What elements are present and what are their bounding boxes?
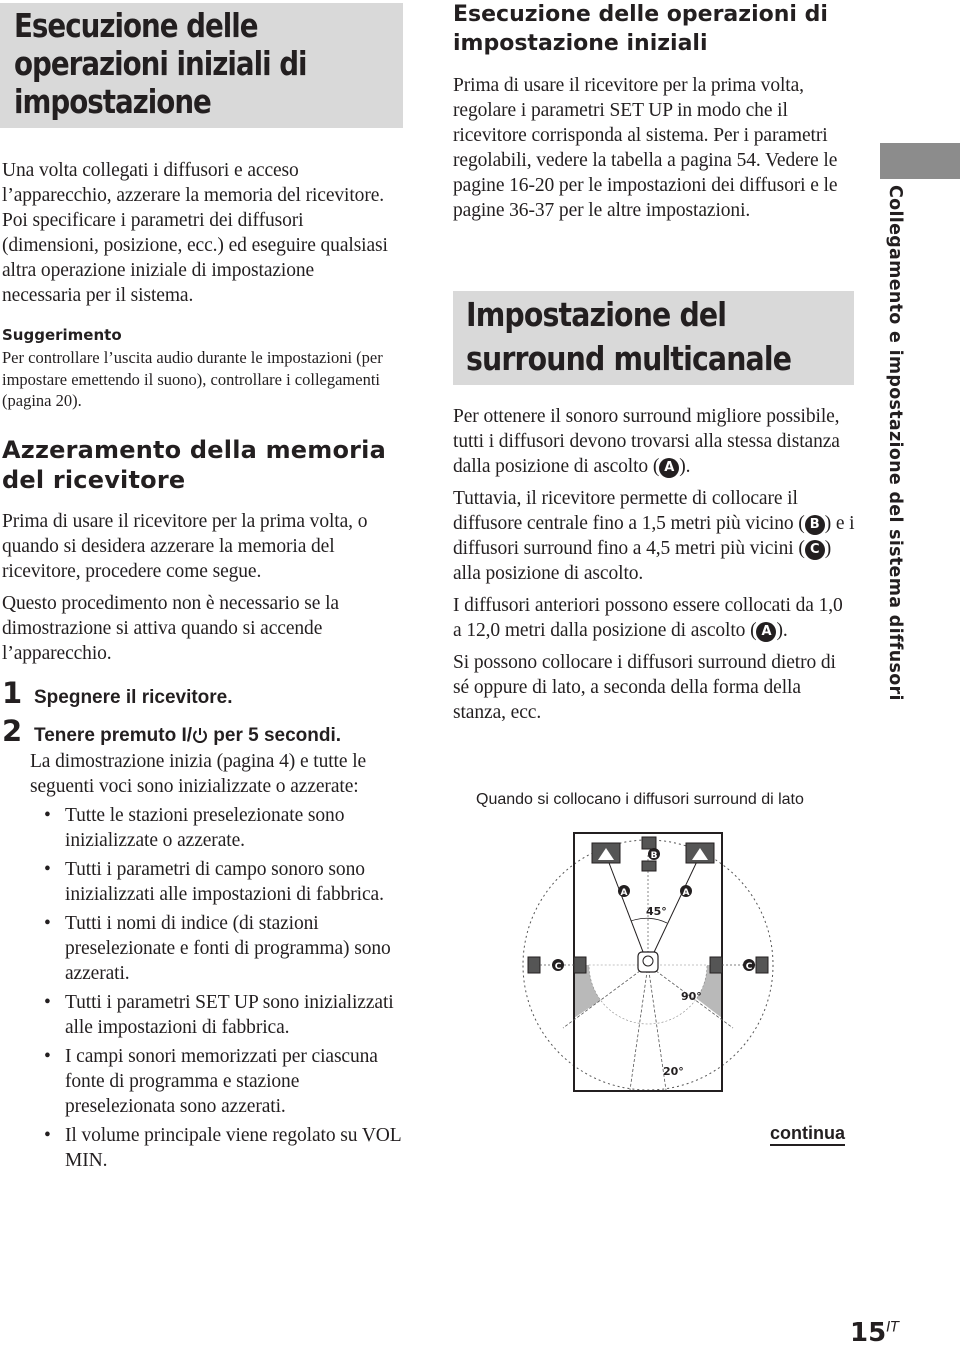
svg-text:A: A [682,888,690,898]
surround-paragraph-2: Tuttavia, il ricevitore permette di collocare il diffusore centrale fino a 1,5 metri più vicino ( B ) e i diffusori surround fino a 4,5 metri più vicini ( C ) alla posizione di ascolto. [453,488,855,584]
bullet-icon: • [44,992,51,1013]
label-c-icon: C [805,540,825,560]
step-2-description: La dimostrazione inizia (pagina 4) e tutte le seguenti voci sono inizializzate o azzerate: [30,751,367,797]
svg-text:C: C [745,962,753,972]
svg-text:C: C [554,962,562,972]
label-a-marker [680,885,692,898]
section-paragraph-1: Prima di usare il ricevitore per la prima volta, o quando si desidera azzerare la memoria del ricevitore, procedere come segue. [2,511,368,582]
angle-45-label: 45° [646,905,667,918]
continue-label: continua [770,1123,845,1146]
side-section-title-text: Collegamento e impostazione del sistema diffusori [885,185,905,701]
bullet-icon: • [44,913,51,934]
diagram-caption: Quando si collocano i diffusori surround di lato [476,791,804,808]
bullet-icon: • [44,859,51,880]
continue-link[interactable] [770,1123,845,1144]
list-item: • Tutti i nomi di indice (di stazioni preselezionate e fonti di programma) sono azzerati. [44,913,391,984]
step-2-text-b: per 5 secondi. [208,725,342,746]
page-number-suffix: IT [886,1319,899,1336]
angle-20-label: 20° [663,1065,684,1078]
tip-heading: Suggerimento [2,326,122,344]
tip-block [2,326,402,412]
reset-items-list [30,803,402,1177]
listener-icon [638,952,658,972]
label-b-icon: B [805,515,825,535]
label-a-marker [618,885,630,898]
section-paragraph-2: Questo procedimento non è necessario se la dimostrazione si attiva quando si accende l’apparecchio. [2,593,339,664]
surround-paragraph-3: I diffusori anteriori possono essere collocati da 1,0 a 12,0 metri dalla posizione di ascolto ( A ). [453,595,843,641]
step-2-text-a: Tenere premuto I/ [34,725,193,746]
angle-arc [631,918,667,923]
svg-text:A: A [620,888,628,898]
label-c-marker [552,959,564,972]
surround-title-box [453,291,854,385]
front-left-speaker [592,843,620,863]
list-item: • Tutti i parametri SET UP sono inizializzati alle impostazioni di fabbrica. [44,992,394,1038]
title-box [0,3,403,128]
surround-title: Impostazione del surround multicanale [466,295,792,378]
label-c-marker [743,959,755,972]
list-item: • Il volume principale viene regolato su VOL MIN. [44,1125,401,1171]
intro-paragraph: Una volta collegati i diffusori e acceso l’apparecchio, azzerare la memoria del ricevitore. Poi specificare i parametri dei diffusori (dimensioni, posizione, ecc.) ed eseguire qualsiasi altra operazione iniziale di impostazione necessaria per il sistema. [2,160,388,306]
side-section-title [877,185,917,745]
section-body [2,509,402,666]
speaker-layout-diagram [518,828,778,1093]
bullet-icon: • [44,1046,51,1067]
front-right-speaker [686,843,714,863]
list-item: • Tutti i parametri di campo sonoro sono inizializzati alle impostazioni di fabbrica. [44,859,384,905]
step-1 [2,676,402,710]
page-number: $15^{IT}$ [850,1318,899,1348]
label-a-icon: A [756,622,776,642]
step-2-number: 2 [2,714,23,748]
surround-paragraph-4: Si possono collocare i diffusori surround dietro di sé oppure di lato, a seconda della forma della stanza, ecc. [453,652,836,723]
section-heading: Azzeramento della memoria del ricevitore [2,436,387,494]
list-item: • Tutte le stazioni preselezionate sono inizializzate o azzerate. [44,805,345,851]
label-a-icon: A [659,458,679,478]
step-2 [2,714,402,748]
intro-block [2,158,397,308]
bullet-icon: • [44,805,51,826]
tip-text: Per controllare l’uscita audio durante le impostazioni (per impostare emettendo il suono), controllare i collegamenti (pagina 20). [2,348,383,410]
angle-90-label: 90° [681,990,702,1003]
step-1-text: Spegnere il ricevitore. [34,687,233,708]
power-icon [192,727,208,743]
right-intro: Prima di usare il ricevitore per la prima volta, regolare i parametri SET UP in modo che il ricevitore corrisponda al sistema. Per i parametri regolabili, vedere la tabella a pagina 54. Vedere le pagine 16-20 per le impostazioni dei diffusori e le pagine 36-37 per le altre impostazioni. [453,75,838,221]
side-tab-marker [880,143,960,179]
list-item: • I campi sonori memorizzati per ciascuna fonte di programma e stazione preselezionata sono azzerati. [44,1046,378,1117]
surround-body [453,404,855,725]
step-1-number: 1 [2,676,23,710]
label-b-marker [648,848,660,861]
bullet-icon: • [44,1125,51,1146]
right-heading: Esecuzione delle operazioni di impostazione iniziali [453,2,828,56]
surround-paragraph-1: Per ottenere il sonoro surround migliore possibile, tutti i diffusori devono trovarsi alla stessa distanza dalla posizione di ascolto ( A ). [453,406,840,477]
svg-text:B: B [650,851,658,861]
page-title: Esecuzione delle operazioni iniziali di impostazione [14,6,307,121]
